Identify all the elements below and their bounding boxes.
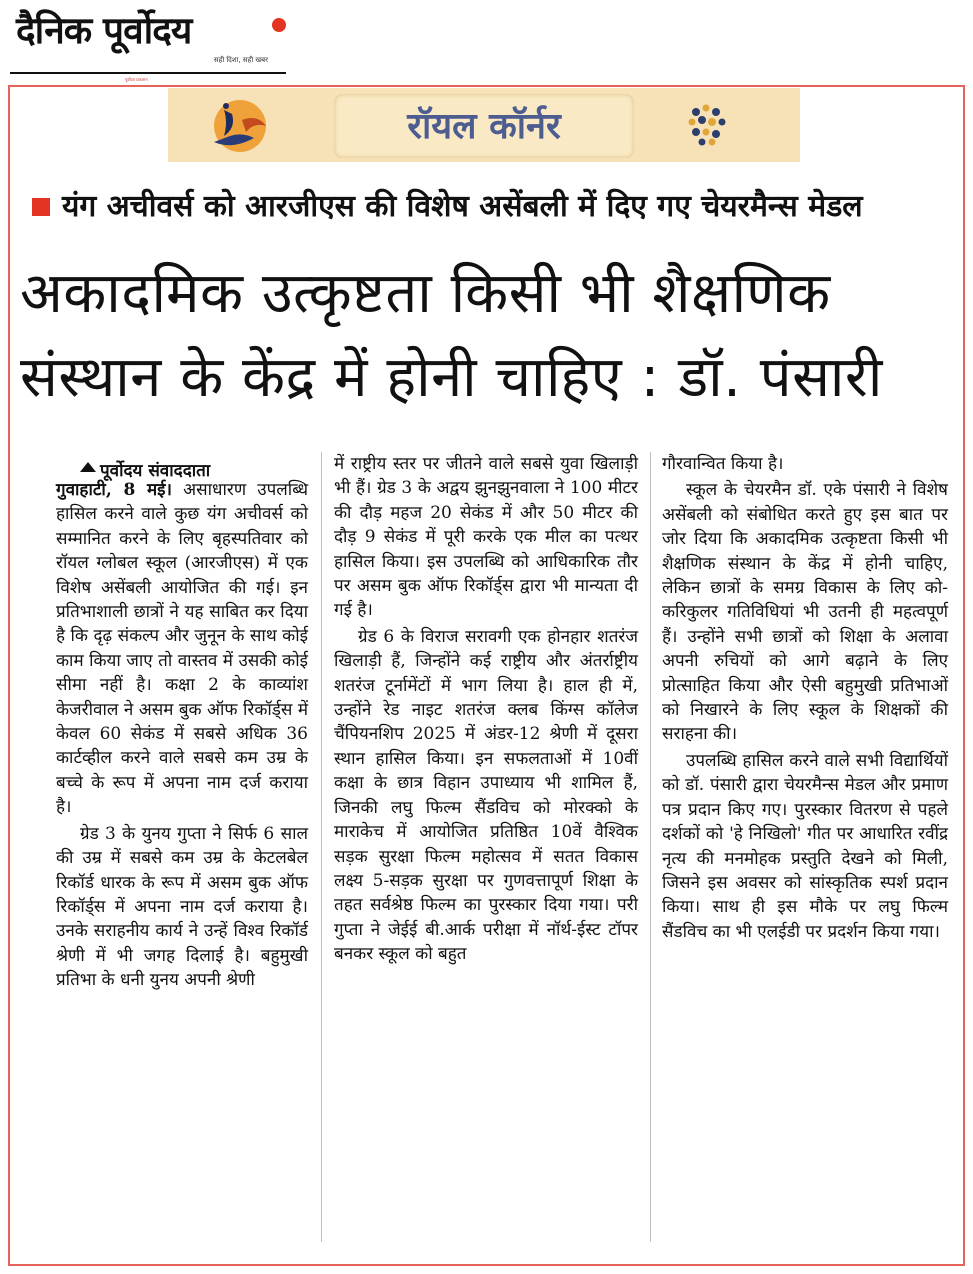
column-1-paragraph-1: [56, 478, 308, 820]
article-column-1: [56, 452, 308, 993]
article-headline: [20, 252, 950, 420]
column-divider-1: [321, 452, 322, 1242]
dateline: गुवाहाटी, 8 मई।: [56, 480, 172, 500]
column-2-paragraph-2: ग्रेड 6 के विराज सरावगी एक होनहार शतरंज खिलाड़ी हैं, जिन्होंने कई राष्ट्रीय और अंतर्राष्ट्रीय शतरंज टूर्नामेंटों में भाग लिया है। हाल ही में, उन्होंने रेड नाइट शतरंज क्लब किंग्स कॉलेज चैंपियनशिप 2025 में अंडर-12 श्रेणी में दूसरा स्थान हासिल किया। इन सफलताओं में 10वीं कक्षा के छात्र विहान उपाध्याय भी शामिल हैं, जिनकी लघु फिल्म सैंडविच को मोरक्को के माराकेच में आयोजित प्रतिष्ठित 10वें वैश्विक सड़क सुरक्षा फिल्म महोत्सव में सतत विकास लक्ष्य 5-सड़क सुरक्षा पर गुणवत्तापूर्ण शिक्षा के तहत सर्वश्रेष्ठ फिल्म का पुरस्कार दिया गया। परी गुप्ता ने जेईई बी.आर्क परीक्षा में नॉर्थ-ईस्ट टॉपर बनकर स्कूल को बहुत: [334, 626, 638, 965]
column-1-paragraph-2: ग्रेड 3 के युनय गुप्ता ने सिर्फ 6 साल की उम्र में सबसे कम उम्र के केटलबेल रिकॉर्ड धारक के रूप में असम बुक ऑफ रिकॉर्ड्स में अपना नाम दर्ज कराया है। उनके सराहनीय कार्य ने उन्हें विश्व रिकॉर्ड श्रेणी में भी जगह दिलाई है। बहुमुखी प्रतिभा के धनी युनय अपनी श्रेणी: [56, 823, 308, 991]
headline-line-2: संस्थान के केंद्र में होनी चाहिए : डॉ. पंसारी: [20, 345, 883, 410]
article-kicker: यंग अचीवर्स को आरजीएस की विशेष असेंबली में दिए गए चेयरमैन्स मेडल: [62, 189, 863, 224]
newspaper-title: दैनिक पूर्वोदय: [16, 9, 192, 52]
masthead-subtext: पूर्वोदय प्रकाशन: [125, 77, 148, 82]
column-1-paragraph-1-text: असाधारण उपलब्धि हासिल करने वाले कुछ यंग अचीवर्स को सम्मानित करने के लिए बृहस्पतिवार को रॉयल ग्लोबल स्कूल (आरजीएस) में एक विशेष असेंबली आयोजित की गई। इन प्रतिभाशाली छात्रों ने यह साबित कर दिया है कि दृढ़ संकल्प और जुनून के साथ कोई काम किया जाए तो वास्तव में उसकी कोई सीमा नहीं है। कक्षा 2 के काव्यांश केजरीवाल ने असम बुक ऑफ रिकॉर्ड्स में केवल 60 सेकंड में सबसे अधिक 36 कार्टव्हील करने वाले सबसे कम उम्र के बच्चे के रूप में अपना नाम दर्ज कराया है।: [56, 480, 308, 818]
masthead-dot-icon: [272, 18, 286, 32]
column-3-paragraph-2: उपलब्धि हासिल करने वाले सभी विद्यार्थियों को डॉ. पंसारी द्वारा चेयरमैन्स मेडल और प्रमाण पत्र प्रदान किए गए। पुरस्कार वितरण से पहले दर्शकों को 'हे निखिलो' गीत पर आधारित रवींद्र नृत्य की मनमोहक प्रस्तुति देखने को मिली, जिसने इस अवसर को सांस्कृतिक स्पर्श प्रदान किया। साथ ही इस मौके पर लघु फिल्म सैंडविच का भी एलईडी पर प्रदर्शन किया गया।: [662, 750, 948, 942]
rgs-logo-icon: [202, 92, 272, 158]
royal-corner-banner: [168, 88, 800, 162]
masthead: [10, 6, 286, 82]
newspaper-tagline: सही दिशा, सही खबर: [213, 56, 268, 64]
headline-line-1: अकादमिक उत्कृष्टता किसी भी शैक्षणिक: [20, 261, 831, 326]
column-2-paragraph-1: में राष्ट्रीय स्तर पर जीतने वाले सबसे युवा खिलाड़ी भी हैं। ग्रेड 3 के अद्वय झुनझुनवाला ने 100 मीटर की दौड़ महज 20 सेकंड में और 50 मीटर की दौड़ 9 सेकंड में पूरी करके एक मील का पत्थर हासिल किया। इस उपलब्धि को आधिकारिक तौर पर असम बुक ऑफ रिकॉर्ड्स द्वारा भी मान्यता दी गई है।: [334, 454, 638, 621]
byline: पूर्वोदय संवाददाता: [100, 461, 211, 481]
knowledge-dots-logo-icon: [674, 92, 744, 158]
column-3-paragraph-1: स्कूल के चेयरमैन डॉ. एके पंसारी ने विशेष असेंबली को संबोधित करते हुए इस बात पर जोर दिया कि अकादमिक उत्कृष्टता किसी भी शैक्षणिक संस्थान के केंद्र में होनी चाहिए, लेकिन छात्रों के समग्र विकास के लिए को-करिकुलर गतिविधियां भी उतनी ही महत्वपूर्ण हैं। उन्होंने सभी छात्रों को शिक्षा के अलावा अपनी रुचियों को आगे बढ़ाने के लिए प्रोत्साहित किया और ऐसी बहुमुखी प्रतिभाओं को निखारने के लिए स्कूल के शिक्षकों की सराहना की।: [662, 480, 948, 745]
column-3-paragraph-0: गौरवान्वित किया है।: [662, 454, 784, 474]
article-column-3: [662, 452, 948, 944]
masthead-rule: [10, 72, 286, 74]
column-divider-2: [650, 452, 651, 1242]
article-column-2: [334, 452, 638, 967]
kicker-square-icon: [32, 198, 50, 216]
banner-title-box: [334, 94, 634, 158]
banner-title: रॉयल कॉर्नर: [407, 105, 561, 147]
byline-arrow-icon: [80, 462, 96, 472]
